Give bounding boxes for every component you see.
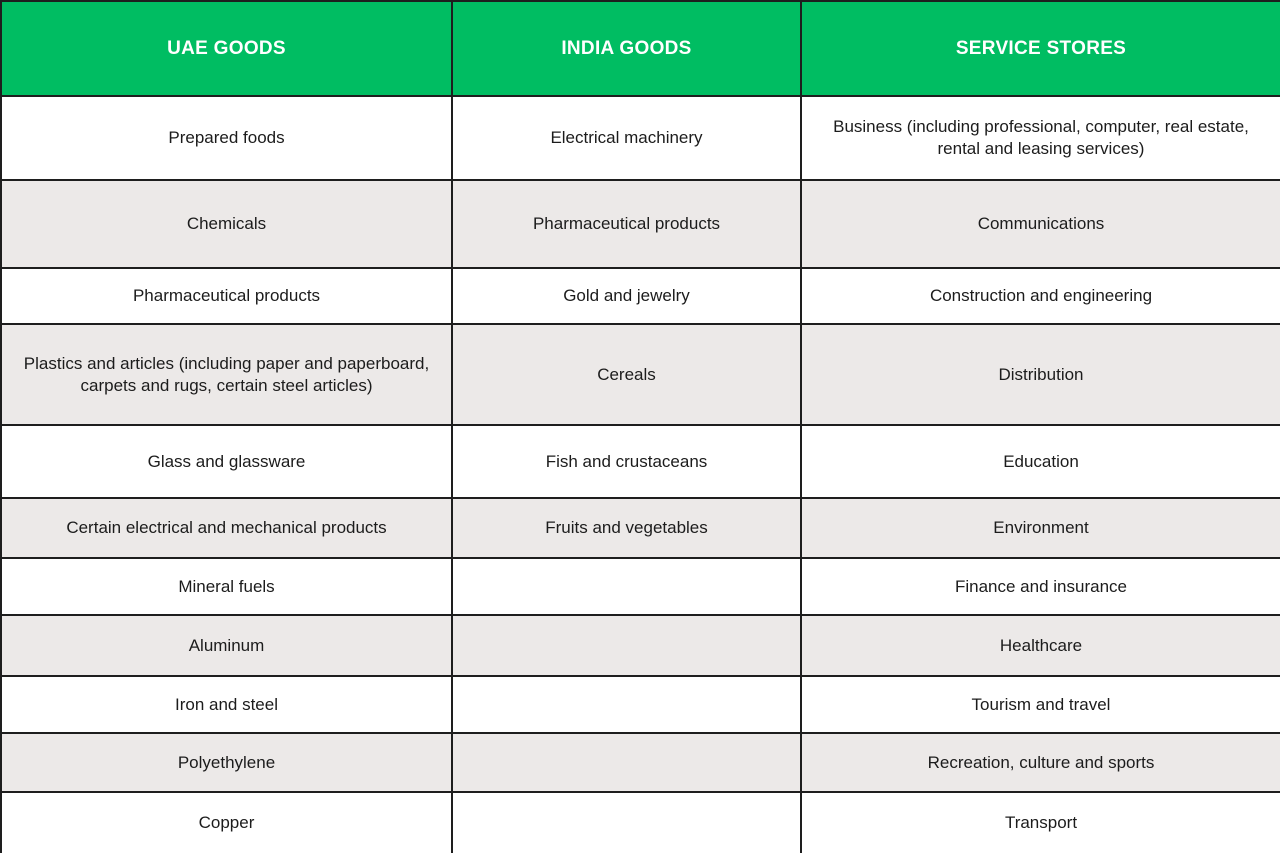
table-row bbox=[1, 498, 1280, 558]
service-stores-cell: Environment bbox=[801, 498, 1280, 558]
india-goods-cell bbox=[452, 676, 801, 733]
india-goods-cell bbox=[452, 792, 801, 853]
india-goods-cell bbox=[452, 558, 801, 615]
uae-goods-cell: Iron and steel bbox=[1, 676, 452, 733]
india-goods-cell: Electrical machinery bbox=[452, 96, 801, 180]
table-row bbox=[1, 733, 1280, 792]
service-stores-cell: Communications bbox=[801, 180, 1280, 268]
header-service-stores: SERVICE STORES bbox=[801, 1, 1280, 96]
table-row bbox=[1, 268, 1280, 324]
service-stores-cell: Recreation, culture and sports bbox=[801, 733, 1280, 792]
table-row bbox=[1, 558, 1280, 615]
header-uae-goods: UAE GOODS bbox=[1, 1, 452, 96]
service-stores-cell: Finance and insurance bbox=[801, 558, 1280, 615]
table-row bbox=[1, 425, 1280, 498]
service-stores-cell: Education bbox=[801, 425, 1280, 498]
table-row bbox=[1, 96, 1280, 180]
service-stores-cell: Healthcare bbox=[801, 615, 1280, 676]
uae-goods-cell: Plastics and articles (including paper and paperboard, carpets and rugs, certain steel articles) bbox=[1, 324, 452, 425]
uae-goods-cell: Chemicals bbox=[1, 180, 452, 268]
header-india-goods: INDIA GOODS bbox=[452, 1, 801, 96]
table-header bbox=[1, 1, 1280, 96]
service-stores-cell: Business (including professional, computer, real estate, rental and leasing services) bbox=[801, 96, 1280, 180]
table-body bbox=[1, 96, 1280, 853]
uae-goods-cell: Mineral fuels bbox=[1, 558, 452, 615]
uae-goods-cell: Glass and glassware bbox=[1, 425, 452, 498]
header-row bbox=[1, 1, 1280, 96]
india-goods-cell bbox=[452, 733, 801, 792]
uae-goods-cell: Copper bbox=[1, 792, 452, 853]
table-row bbox=[1, 676, 1280, 733]
india-goods-cell: Pharmaceutical products bbox=[452, 180, 801, 268]
india-goods-cell: Cereals bbox=[452, 324, 801, 425]
uae-goods-cell: Polyethylene bbox=[1, 733, 452, 792]
service-stores-cell: Transport bbox=[801, 792, 1280, 853]
service-stores-cell: Distribution bbox=[801, 324, 1280, 425]
india-goods-cell: Fish and crustaceans bbox=[452, 425, 801, 498]
india-goods-cell bbox=[452, 615, 801, 676]
india-goods-cell: Fruits and vegetables bbox=[452, 498, 801, 558]
service-stores-cell: Tourism and travel bbox=[801, 676, 1280, 733]
table-row bbox=[1, 180, 1280, 268]
uae-goods-cell: Prepared foods bbox=[1, 96, 452, 180]
uae-goods-cell: Certain electrical and mechanical products bbox=[1, 498, 452, 558]
table-row bbox=[1, 792, 1280, 853]
uae-goods-cell: Pharmaceutical products bbox=[1, 268, 452, 324]
table-row bbox=[1, 324, 1280, 425]
service-stores-cell: Construction and engineering bbox=[801, 268, 1280, 324]
india-goods-cell: Gold and jewelry bbox=[452, 268, 801, 324]
table-row bbox=[1, 615, 1280, 676]
uae-goods-cell: Aluminum bbox=[1, 615, 452, 676]
